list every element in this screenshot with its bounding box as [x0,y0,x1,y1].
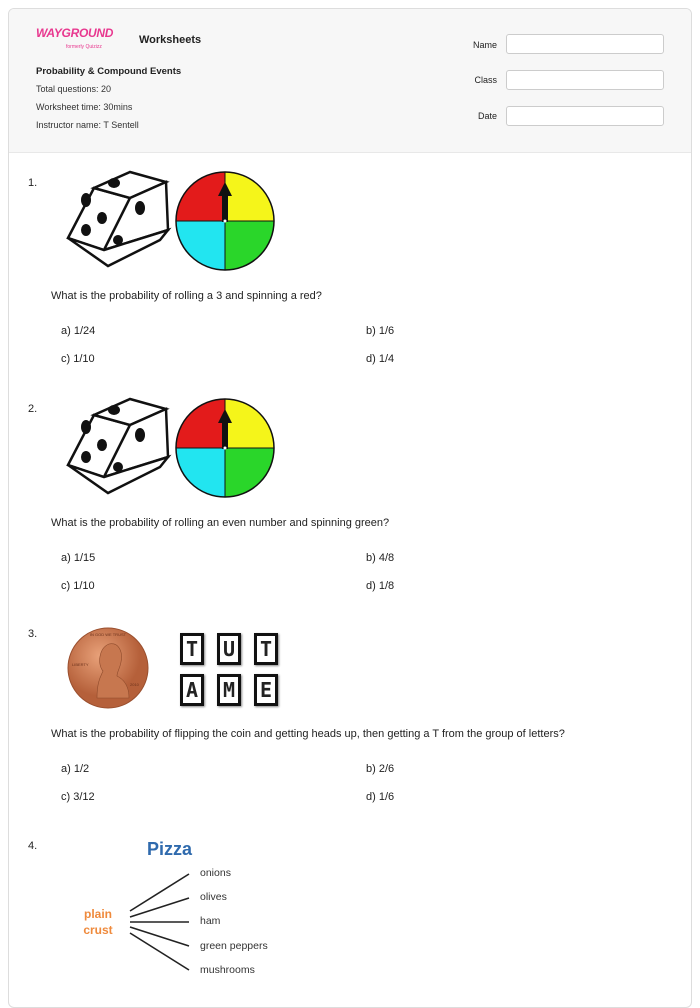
option-c[interactable]: c) 1/10 [61,580,95,592]
worksheet-title: Probability & Compound Events [36,66,182,77]
pizza-tree-diagram [60,830,300,990]
dice-image [64,397,174,497]
option-d[interactable]: d) 1/4 [366,353,395,365]
option-c[interactable]: c) 1/10 [61,353,95,365]
dice-image [64,170,174,270]
date-field[interactable] [506,106,664,126]
option-d[interactable]: d) 1/6 [366,791,395,803]
question-text: What is the probability of rolling an even number and spinning green? [51,517,390,529]
name-field[interactable] [506,34,664,54]
question-number: 4. [28,840,38,852]
coin-liberty: LIBERTY [72,662,89,667]
root-label-line2: crust [83,923,113,937]
branch-line [130,927,189,946]
option-a[interactable]: a) 1/2 [61,763,90,775]
question-number: 2. [28,403,38,415]
letter-tile: A [180,674,204,706]
worksheet-header [9,9,691,153]
spinner-arrow [222,419,228,449]
logo-text: WAYGROUND [36,26,114,40]
branch-label: ham [200,915,221,927]
name-label: Name [472,40,497,50]
option-d[interactable]: d) 1/8 [366,580,395,592]
option-a[interactable]: a) 1/24 [61,325,96,337]
question-number: 3. [28,628,38,640]
root-label-line1: plain [83,907,113,921]
class-label: Class [474,75,497,85]
logo-subtext: formerly Quizizz [66,44,102,50]
letter-tile: U [217,633,241,665]
question-number: 1. [28,177,38,189]
option-c[interactable]: c) 3/12 [61,791,95,803]
option-a[interactable]: a) 1/15 [61,552,96,564]
branch-line [130,933,189,970]
coin-motto: IN GOD WE TRUST [89,632,127,637]
date-label: Date [477,111,497,121]
letter-tile: T [254,633,278,665]
branch-label: onions [200,867,231,879]
class-field[interactable] [506,70,664,90]
question-text: What is the probability of flipping the coin and getting heads up, then getting a T from the group of letters? [51,728,565,740]
app-name: Worksheets [139,34,202,46]
letter-tiles [180,633,280,708]
spinner-arrow [222,192,228,222]
worksheet-time: Worksheet time: 30mins [36,102,133,112]
branch-line [130,898,189,917]
spinner-image [174,397,276,499]
option-b[interactable]: b) 1/6 [366,325,395,337]
spinner-image [174,170,276,272]
coin-year: 2010 [130,682,139,687]
branch-label: green peppers [200,940,268,952]
option-b[interactable]: b) 4/8 [366,552,395,564]
total-questions: Total questions: 20 [36,84,112,94]
letter-tile: M [217,674,241,706]
branch-line [130,874,189,911]
question-text: What is the probability of rolling a 3 and spinning a red? [51,290,322,302]
diagram-title: Pizza [147,839,193,859]
branch-label: olives [200,891,227,903]
branch-label: mushrooms [200,964,255,976]
penny-coin-image [67,626,149,710]
letter-tile: T [180,633,204,665]
wayground-logo [36,27,132,53]
instructor-name: Instructor name: T Sentell [36,120,139,130]
letter-tile: E [254,674,278,706]
option-b[interactable]: b) 2/6 [366,763,395,775]
